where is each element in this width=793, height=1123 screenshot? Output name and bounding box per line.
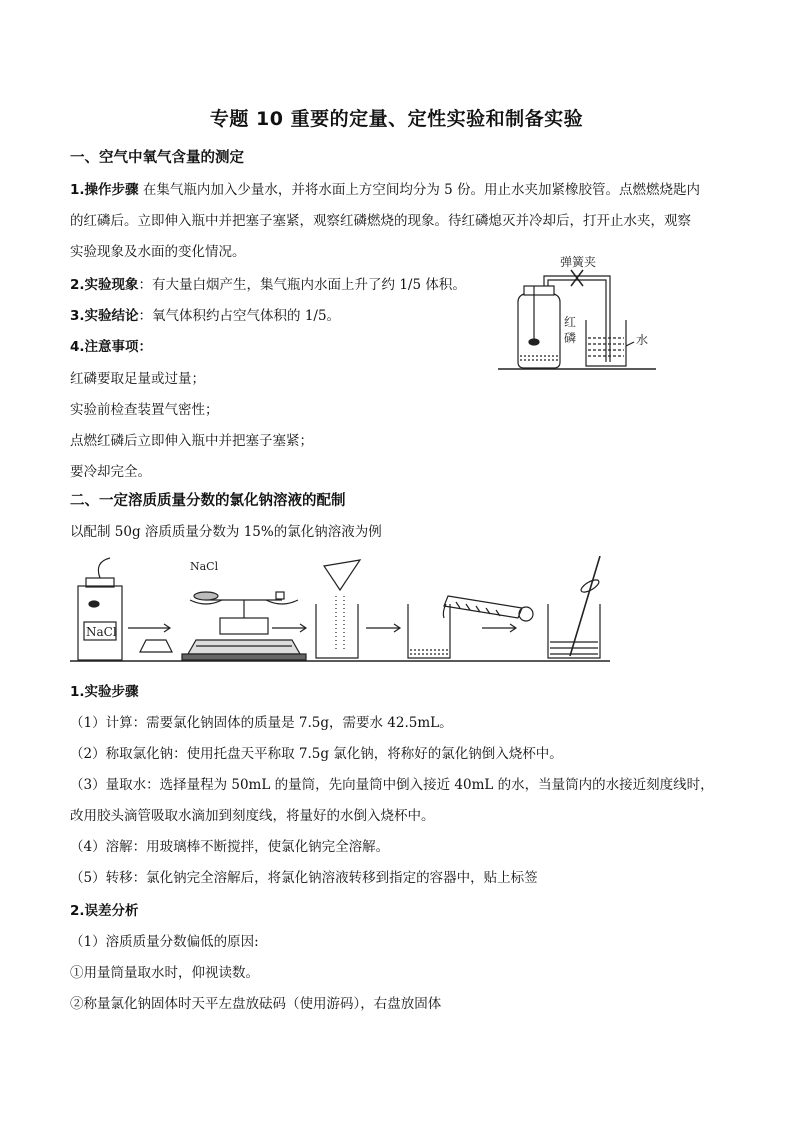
- oxygen-apparatus-figure: [498, 250, 656, 374]
- label-water: 水: [636, 333, 649, 347]
- s2-error-item: ①用量筒量取水时，仰视读数。: [70, 965, 259, 981]
- s2-step: 改用胶头滴管吸取水滴加到刻度线，将量好的水倒入烧杯中。: [70, 808, 435, 824]
- gas-jar: [518, 294, 560, 368]
- s2-step: （2）称取氯化钠：使用托盘天平称取 7.5g 氯化钠，将称好的氯化钠倒入烧杯中。: [70, 746, 563, 762]
- phosphorus-spoon: [529, 339, 539, 345]
- s1-notes-colon: ：: [138, 339, 153, 355]
- s2-step: （5）转移：氯化钠完全溶解后，将氯化钠溶液转移到指定的容器中，贴上标签: [70, 870, 538, 886]
- s1-steps-line1: [70, 178, 700, 198]
- label-nacl-bottle: NaCl: [86, 625, 117, 639]
- s1-note-item: 要冷却完全。: [70, 464, 151, 480]
- label-phosphorus-1: 红: [564, 315, 577, 329]
- s1-phenomenon-text: ：有大量白烟产生，集气瓶内水面上升了约 1/5 体积。: [138, 277, 466, 293]
- s2-error-heading: 2.误差分析: [70, 903, 139, 919]
- page-title: 专题 10 重要的定量、定性实验和制备实验: [209, 108, 584, 130]
- balance-base: [188, 640, 300, 654]
- s2-error-item: ②称量氯化钠固体时天平左盘放砝码（使用游码），右盘放固体: [70, 996, 442, 1012]
- s2-step: （4）溶解：用玻璃棒不断搅拌，使氯化钠完全溶解。: [70, 839, 390, 855]
- s2-step: （3）量取水：选择量程为 50mL 的量筒，先向量筒中倒入接近 40mL 的水，当量筒内的水接近刻度线时，: [70, 777, 714, 793]
- graduated-cylinder: [444, 596, 522, 618]
- section2-heading: 二、一定溶质质量分数的氯化钠溶液的配制: [70, 493, 346, 509]
- jar-stopper: [524, 286, 554, 295]
- s1-conclusion-text: ：氧气体积约占空气体积的 1/5。: [138, 308, 341, 324]
- s1-phenomenon-label: 2.实验现象: [70, 277, 139, 293]
- s1-steps-line2: 的红磷后。立即伸入瓶中并把塞子塞紧，观察红磷燃烧的现象。待红磷熄灭并冷却后，打开止水夹，观察: [70, 213, 691, 229]
- label-phosphorus-2: 磷: [564, 331, 577, 345]
- s1-note-item: 红磷要取足量或过量；: [70, 371, 205, 387]
- s1-conclusion-label: 3.实验结论: [70, 308, 139, 324]
- s1-conclusion: [70, 304, 340, 324]
- s1-steps-label: 1.操作步骤: [70, 182, 139, 198]
- s1-note-item: 点燃红磷后立即伸入瓶中并把塞子塞紧；: [70, 433, 313, 449]
- beaker-1: [316, 604, 358, 658]
- label-clamp: 弹簧夹: [560, 255, 597, 269]
- s1-note-item: 实验前检查装置气密性；: [70, 402, 219, 418]
- label-nacl-top: NaCl: [190, 560, 219, 573]
- beaker-3: [548, 604, 600, 658]
- s1-notes-heading: [70, 335, 152, 355]
- solution-preparation-figure: [70, 556, 610, 666]
- spring-clamp: [571, 270, 583, 286]
- s2-error-sub: （1）溶质质量分数偏低的原因:: [70, 934, 259, 950]
- s1-steps-line3: 实验现象及水面的变化情况。: [70, 244, 246, 260]
- s2-step: （1）计算：需要氯化钠固体的质量是 7.5g，需要水 42.5mL。: [70, 715, 453, 731]
- s1-steps-text1: 在集气瓶内加入少量水，并将水面上方空间均分为 5 份。用止水夹加紧橡胶管。点燃燃烧匙内: [138, 182, 700, 198]
- s1-notes-label: 4.注意事项: [70, 339, 139, 355]
- s1-phenomenon: [70, 273, 466, 293]
- section1-heading: 一、空气中氧气含量的测定: [70, 150, 244, 166]
- s2-intro: 以配制 50g 溶质质量分数为 15%的氯化钠溶液为例: [70, 524, 382, 540]
- s2-steps-heading: 1.实验步骤: [70, 684, 139, 700]
